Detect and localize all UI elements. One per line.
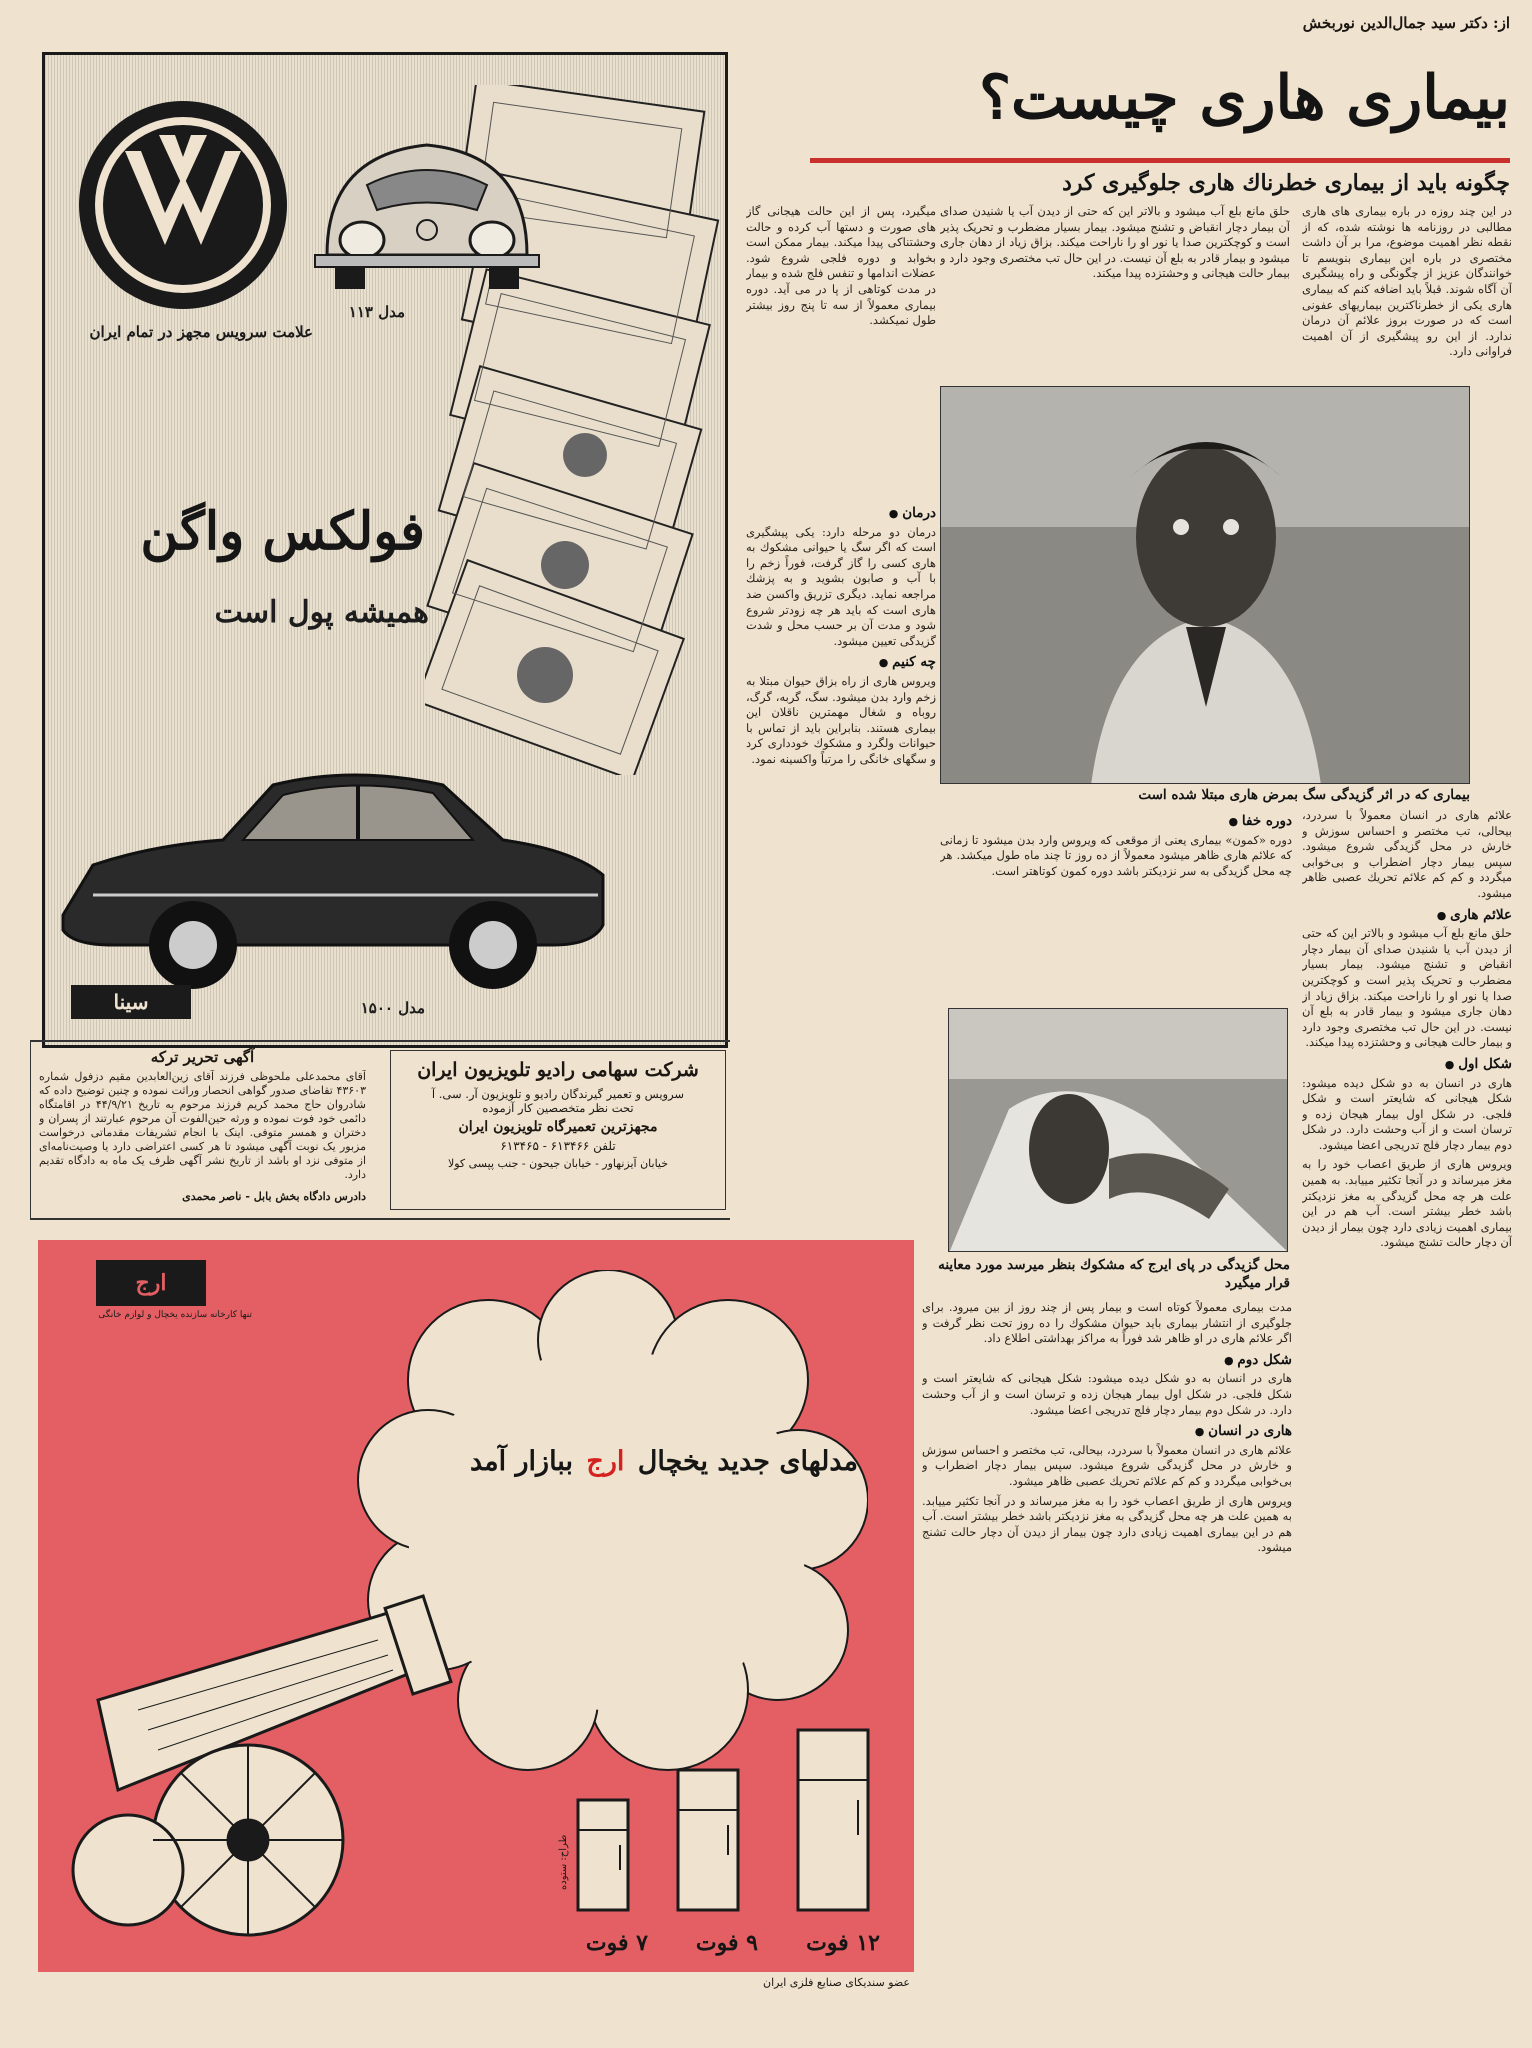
- cannon-illustration: [58, 1540, 478, 1950]
- subhead-form2: شکل دوم ●: [922, 1353, 1292, 1369]
- subhead-what-to-do: چه کنیم ●: [746, 655, 936, 671]
- photo-caption-2: محل گزیدگی در پای ایرج که مشکوك بنظر میرسد مورد معاینه قرار میگیرد: [938, 1257, 1290, 1291]
- treatment-text: درمان دو مرحله دارد: یکی پیشگیری است که اگر سگ یا حیوانی مشکوك به هاری کسی را گاز گرفت، فوراً زخم را با آب و صابون بشوید و به پزشك مراجعه نماید. دیگری تزریق واکسن ضد هاری است که باید هر چه زودتر شروع شود و مدت آن بر حسب محل و شدت گزیدگی تعیین میشود.: [746, 524, 936, 648]
- subheadline: چگونه باید از بیماری خطرناك هاری جلوگیری کرد: [1062, 170, 1510, 196]
- subhead-hydrophobia: دوره خفا ●: [940, 814, 1292, 830]
- vw-tagline: علامت سرویس مجهز در تمام ایران: [89, 323, 313, 341]
- subhead-human: هاری در انسان ●: [922, 1424, 1292, 1440]
- bottom-mid-text-1: مدت بیماری معمولاً کوتاه است و بیمار پس از چند روز از بین میرود. برای جلوگیری از انتشار بیماری باید حیوان مشکوك را ده روز تحت نظر گرفت و اگر علائم هاری در او ظاهر شد فوراً به مراکز بهداشتی اطلاع داد.: [922, 1300, 1292, 1346]
- human-text: علائم هاری در انسان معمولاً با سردرد، بیحالی، تب مختصر و احساس سوزش و خارش در محل گزیدگی شروع میشود. سپس بیمار دچار اضطراب و بی‌خوابی میگردد و کم کم علائم تحریك عصبی ظاهر میشود.: [922, 1442, 1292, 1488]
- article-bottom-mid-column: [922, 1300, 1292, 2030]
- dealer-logo: سینا: [71, 985, 191, 1019]
- arj-designer-credit: طراح: ستوده: [558, 1834, 569, 1890]
- inheritance-notice: [30, 1042, 374, 1220]
- vw-logo-icon: [73, 95, 293, 315]
- bite-examination-photo: [948, 1008, 1288, 1252]
- arj-headline-pre: مدلهای جدید یخچال: [637, 1446, 858, 1477]
- radio-ad-address: خیابان آیزنهاور - خیابان جیحون - جنب پپسی کولا: [447, 1157, 669, 1170]
- article-author: از: دکتر سید جمال‌الدین نوربخش: [1302, 14, 1510, 32]
- refrigerators-illustration: [568, 1720, 878, 1930]
- photo-caption-1: بیماری که در اثر گزیدگی سگ بمرض هاری مبتلا شده است: [1138, 787, 1470, 803]
- form1-text: هاری در انسان به دو شکل دیده میشود: شکل هیجانی که شایعتر است و شکل فلجی. در شکل اول بیمار هیجان زده و ترسان است و از آب وحشت دارد. در شکل دوم بیمار دچار فلج تدریجی اعضا میشود.: [1302, 1075, 1512, 1152]
- arj-footer: عضو سندیکای صنایع فلزی ایران: [762, 1976, 910, 1989]
- subhead-treatment: درمان ●: [746, 506, 936, 522]
- rabies-patient-photo: [940, 386, 1470, 784]
- article-column-left: میگیرد، پس از این حالت هیجانی گاز های صورت و دستها آب کرده و حالت وحشتناکی پیدا میکند. بیمار ممکن است بخوابد و دوره فلجی شروع شود. عضلات اندامها و تنفس فلج شده و بیمار در مدت کوتاهی از پا در می آید. دوره بیماری معمولاً از سه تا پنج روز بیشتر طول نمیکشد.: [746, 204, 936, 328]
- sedan-car-illustration: [53, 745, 613, 995]
- subhead-form1: شکل اول ●: [1302, 1057, 1512, 1073]
- radio-ad-phone: تلفن ۶۱۳۴۶۶ - ۶۱۳۴۶۵: [500, 1139, 616, 1153]
- fridge-label-12: ۱۲ فوت: [806, 1930, 880, 1956]
- radio-ad-title: شرکت سهامی رادیو تلویزیون ایران: [417, 1059, 699, 1081]
- notice-body: آقای محمدعلی ملحوظی فرزند آقای زین‌العابدین مقیم دزفول شماره ۴۳۶۰۳ تقاضای صدور گواهی انحصار وراثت نموده و چنین توضیح داده که شادروان حاج محمد کریم فرزند مرحوم به تاریخ ۴۴/۹/۲۱ در اقامتگاه دائمی خود فوت نموده و ورثه حین‌الفوت آن مرحوم عبارتند از پسران و دختران و همسر متوفی. اینک با انجام تشریفات مقدماتی درخواست مزبور یک نوبت آگهی میشود تا هر کسی اعتراضی دارد یا وصیت‌نامه‌ای از متوفی نزد او باشد از تاریخ نشر آگهی ظرف یک ماه به دادگاه تقدیم دارد.: [39, 1070, 366, 1181]
- arj-logo: ارج: [96, 1260, 206, 1306]
- notice-title: آگهی تحریر ترکه: [150, 1048, 255, 1066]
- radio-ad-line1: سرویس و تعمیر گیرندگان رادیو و تلویزیون آر. سی. آ: [431, 1087, 685, 1101]
- beetle-car-illustration: [307, 115, 547, 295]
- volkswagen-ad: [42, 52, 728, 1048]
- article-right-column: [1302, 808, 1512, 2028]
- classifieds-strip: [30, 1040, 730, 1220]
- arj-headline: [458, 1446, 858, 1477]
- article-column-mid: حلق مانع بلع آب میشود و بالاتر این که حتی از دیدن آب یا شنیدن صدای آن بیمار دچار انقباض و تشنج میشود. بیمار بسیار مضطرب و تحریک پذیر است و کوچکترین صدا یا نور او را ناراحت میکند. بزاق زیاد از دهان جاری میشود و بیمار قادر به بلع آن نیست. در این حال تب مختصری وجود دارد و بیمار حالت هیجانی و وحشتزده پیدا میکند.: [940, 204, 1290, 281]
- arj-headline-post: ببازار آمد: [469, 1446, 573, 1477]
- article-treatment-section: [746, 500, 936, 1040]
- symptoms-text: حلق مانع بلع آب میشود و بالاتر این که حتی از دیدن آب یا شنیدن صدای آن بیمار دچار انقباض و تشنج میشود. بیمار بسیار مضطرب و تحریک پذیر است و کوچکترین صدا یا نور او را ناراحت میکند. بزاق زیاد از دهان جاری میشود و بیمار قادر به بلع آن نیست. در این حال تب مختصری وجود دارد و بیمار حالت هیجانی و وحشتزده پیدا میکند.: [1302, 926, 1512, 1050]
- arj-logo-subtitle: تنها کارخانه سازنده یخچال و لوازم خانگی: [98, 1310, 252, 1320]
- right-col-intro: علائم هاری در انسان معمولاً با سردرد، بیحالی، تب مختصر و احساس سوزش و خارش در محل گزیدگی شروع میشود. سپس بیمار دچار اضطراب و بی‌خوابی میگردد و کم کم علائم تحریك عصبی ظاهر میشود.: [1302, 808, 1512, 900]
- right-col-bottom-text: ویروس هاری از طریق اعصاب خود را به مغز میرساند و در آنجا تکثیر مییابد. به همین علت هر چه محل گزیدگی به مغز نزدیکتر باشد خطر بیشتر است. آب هم در این بیماری اهمیت زیادی دارد چون بیمار از دیدن آن دچار حالت تشنج میشود.: [1302, 1157, 1512, 1250]
- notice-signature: دادرس دادگاه بخش بابل - ناصر محمدی: [182, 1190, 366, 1203]
- radio-ad-line2: تحت نظر متخصصین کار آزموده: [482, 1101, 634, 1115]
- subhead-symptoms: علائم هاری ●: [1302, 908, 1512, 924]
- bottom-mid-text-2: ویروس هاری از طریق اعصاب خود را به مغز میرساند و در آنجا تکثیر مییابد. به همین علت هر چه محل گزیدگی به مغز نزدیکتر باشد خطر بیشتر است. آب هم در این بیماری اهمیت زیادی دارد چون بیمار از دیدن آن دچار حالت تشنج میشود.: [922, 1493, 1292, 1555]
- vw-model-1500: مدل ۱۵۰۰: [360, 999, 425, 1017]
- radio-ad-line3: مجهزترین تعمیرگاه تلویزیون ایران: [458, 1119, 658, 1135]
- vw-model-113: مدل ۱۱۳: [348, 303, 405, 321]
- headline: بیماری هاری چیست؟: [979, 63, 1510, 133]
- form2-text: هاری در انسان به دو شکل دیده میشود: شکل هیجانی که شایعتر است و شکل فلجی. در شکل اول بیمار هیجان زده و ترسان است و از آب وحشت دارد. در شکل دوم بیمار دچار فلج تدریجی اعضا میشود.: [922, 1371, 1292, 1417]
- radio-tv-ad: [390, 1050, 726, 1210]
- article-intro: در این چند روزه در باره بیماری های هاری مطالبی در روزنامه ها نوشته شده، که از نقطه نظر اهمیت موضوع، مرا بر آن داشت مختصری در باره این بیماری بنویسم تا خوانندگان عزیز از چگونگی و راه پیشگیری آن آگاه شوند. قبلاً باید اضافه کنم که بیماری هاری یکی از خطرناکترین بیماریهای عفونی است که در صورت بروز علائم آن درمان ندارد. از این رو پیشگیری از آن اهمیت فراوانی دارد.: [1302, 204, 1512, 359]
- vw-brand: فولکس واگن: [140, 501, 425, 562]
- what-to-do-text: ویروس هاری از راه بزاق حیوان مبتلا به زخم وارد بدن میشود. سگ، گربه، گرگ، روباه و شغال مهمترین ناقلان این بیماری هستند. بنابراین باید از تماس با حیوانات ولگرد و مشکوك خودداری کرد و سگهای خانگی را مرتباً واکسینه نمود.: [746, 673, 936, 766]
- fridge-label-9: ۹ فوت: [695, 1930, 758, 1956]
- arj-refrigerator-ad: [38, 1240, 914, 1972]
- fridge-label-7: ۷ فوت: [585, 1930, 648, 1956]
- arj-headline-brand: ارج: [582, 1446, 628, 1477]
- headline-rule: [810, 158, 1510, 163]
- vw-slogan: همیشه پول است: [214, 595, 429, 630]
- hydrophobia-text: دوره «کمون» بیماری یعنی از موقعی که ویروس وارد بدن میشود تا زمانی که علائم هاری ظاهر میشود معمولاً از ده روز تا چند ماه طول میکشد. هر چه محل گزیدگی به سر نزدیکتر باشد دوره کمون کوتاهتر است.: [940, 832, 1292, 878]
- article-hydrophobia-section: [940, 808, 1292, 998]
